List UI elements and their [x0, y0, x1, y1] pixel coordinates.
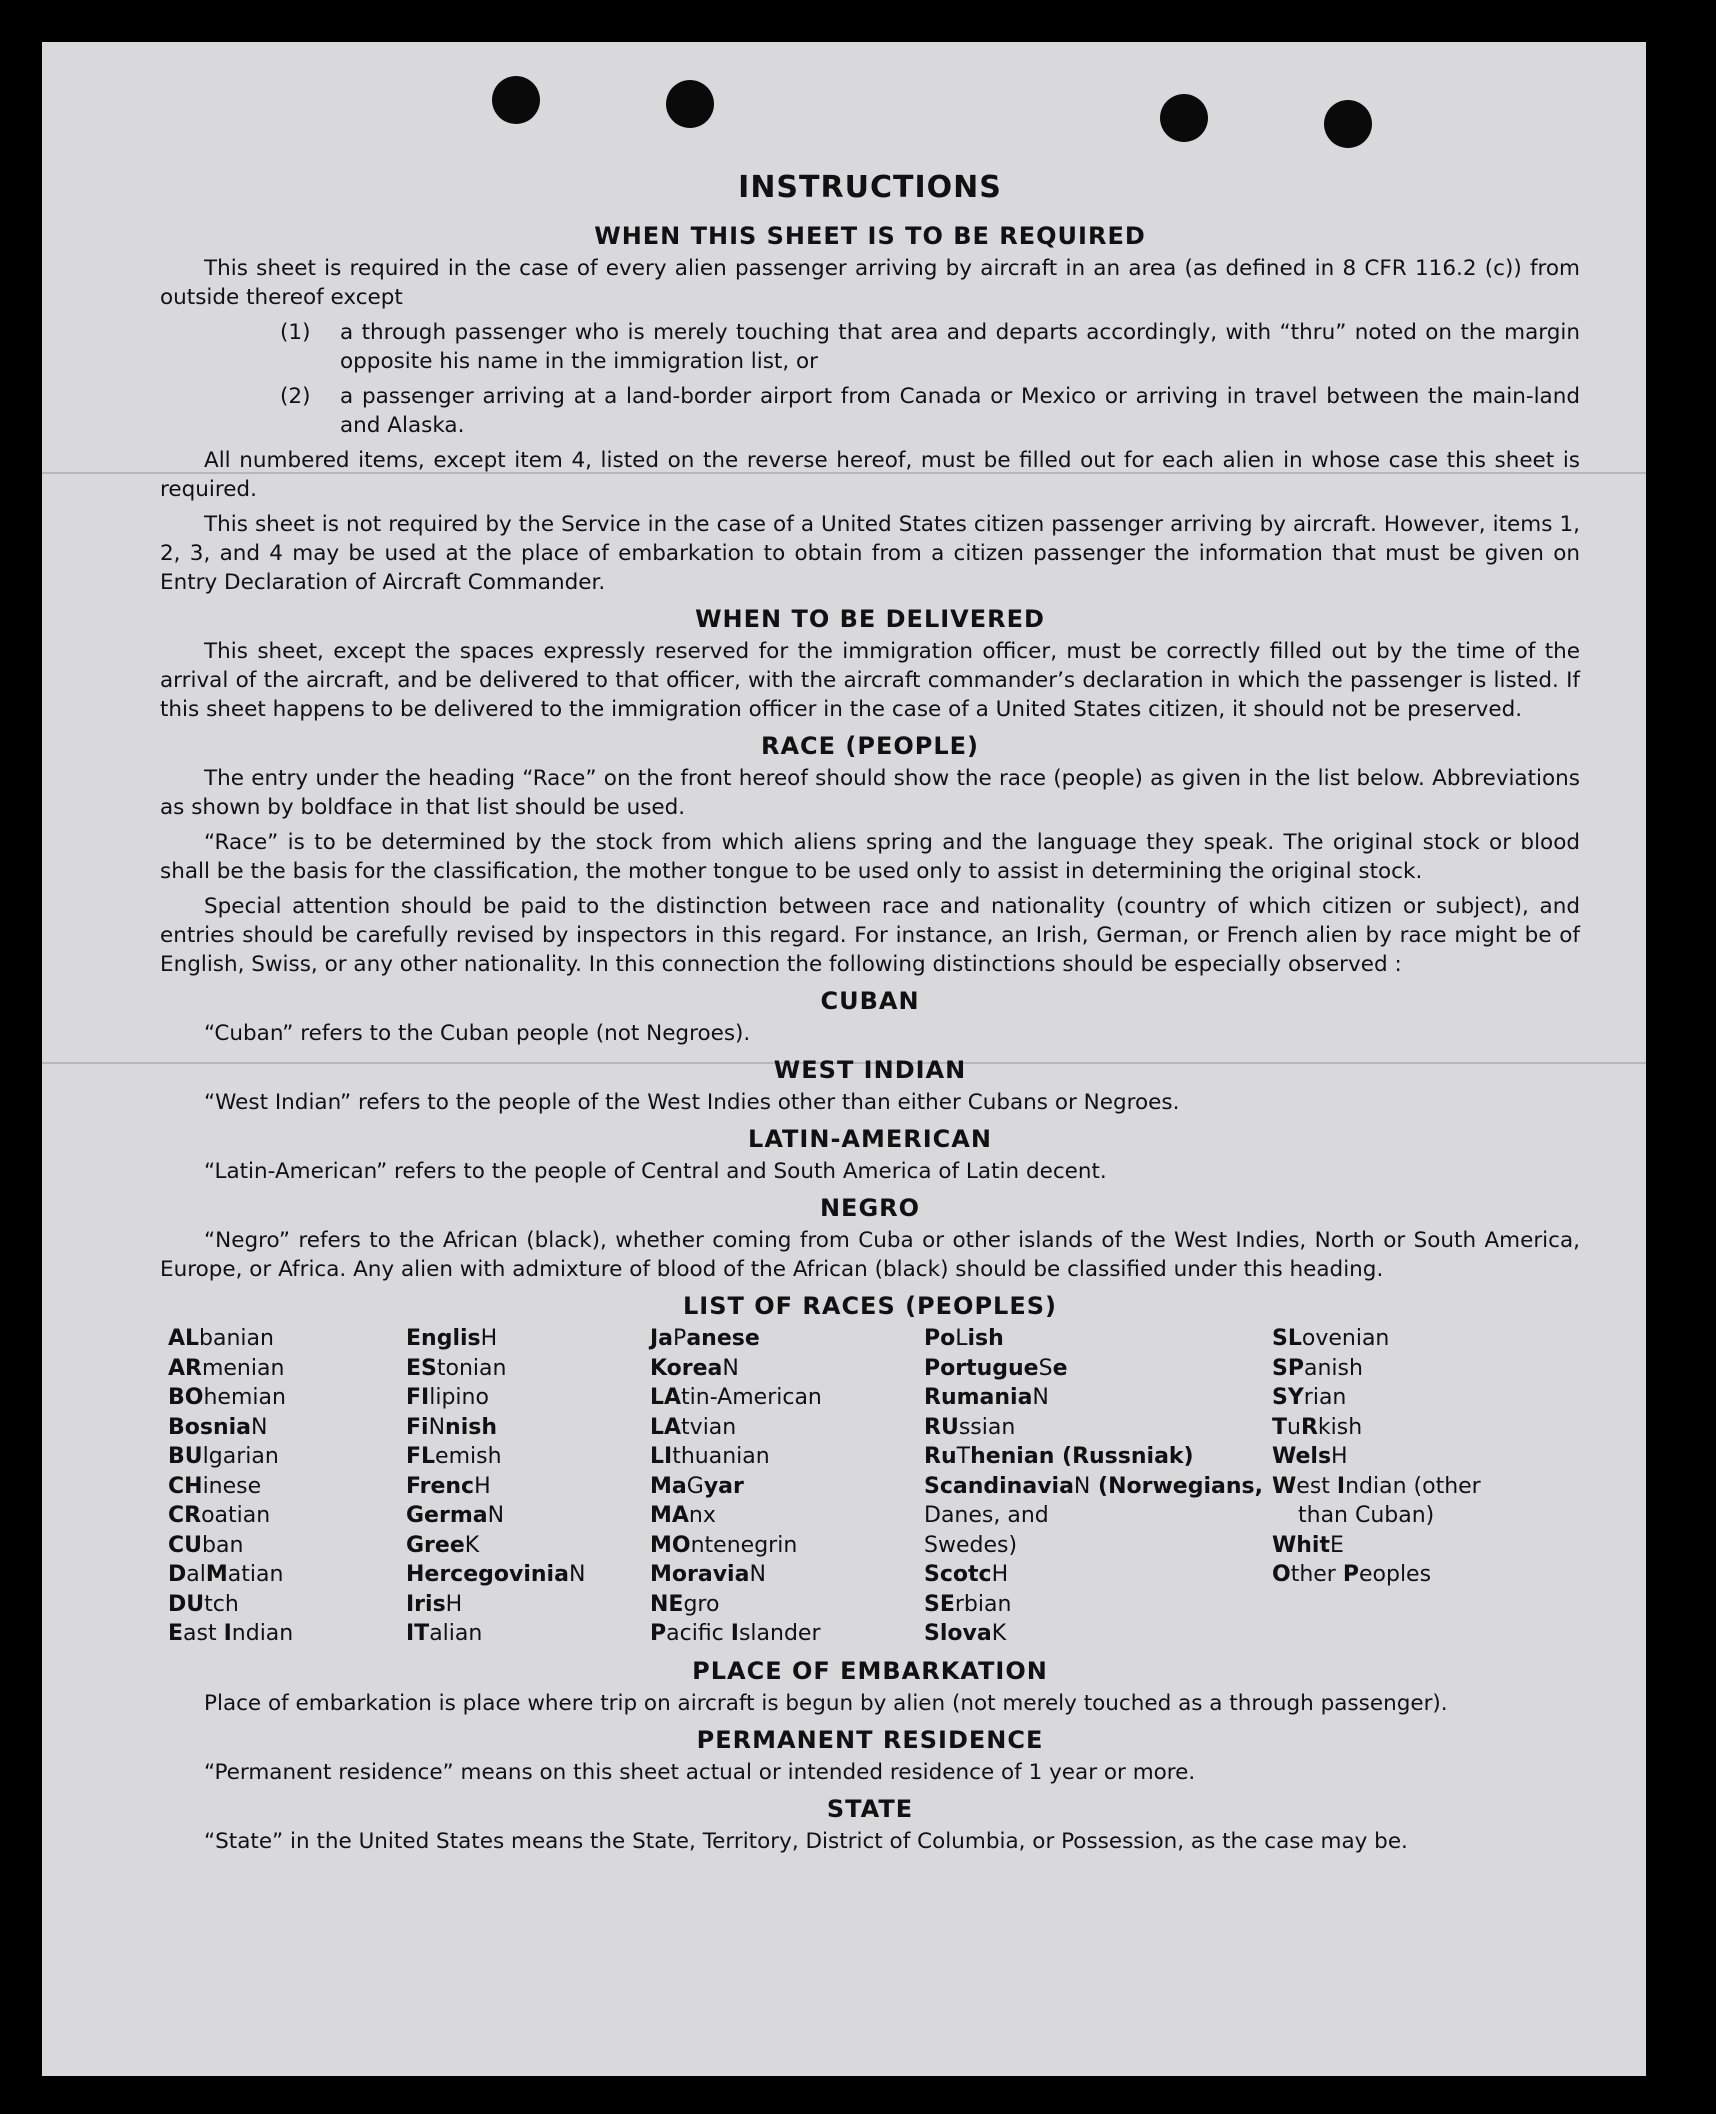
race-entry [650, 1590, 924, 1620]
race-abbreviation: Englis [406, 1326, 481, 1351]
paragraph: “Race” is to be determined by the stock from which aliens spring and the language they speak. The original stock or blood shall be the basis for the classification, the mother tongue to be used only to assist in determining the original stock. [160, 830, 1580, 884]
race-text: tch [204, 1591, 239, 1617]
paragraph: “Negro” refers to the African (black), whether coming from Cuba or other islands of the West Indies, North or South America, Europe, or Africa. Any alien with admixture of blood of the African (black) should be classified under this heading. [160, 1228, 1580, 1282]
race-entry [406, 1324, 650, 1354]
race-entry [924, 1560, 1272, 1590]
race-text: N [568, 1562, 586, 1587]
race-abbreviation: Ma [650, 1473, 687, 1499]
race-entry [1272, 1413, 1552, 1443]
race-abbreviation: CU [168, 1532, 203, 1558]
race-text: thuanian [672, 1444, 770, 1469]
race-entry [650, 1354, 924, 1384]
heading-race: RACE (PEOPLE) [760, 732, 980, 760]
race-abbreviation: Fi [406, 1414, 429, 1440]
race-entry [168, 1442, 406, 1472]
race-entry [406, 1531, 650, 1561]
race-abbreviation: BO [168, 1385, 204, 1410]
race-text: tvian [681, 1414, 737, 1440]
race-abbreviation: SE [924, 1591, 955, 1617]
race-text: inese [202, 1473, 262, 1499]
heading-list-of-races: LIST OF RACES (PEOPLES) [683, 1292, 1057, 1320]
race-entry [924, 1354, 1272, 1384]
race-entry [924, 1590, 1272, 1620]
race-text: S [1038, 1355, 1053, 1381]
item-number: (2) [280, 384, 311, 409]
race-entry [168, 1590, 406, 1620]
race-text: slander [738, 1621, 821, 1646]
race-abbreviation: Gree [406, 1532, 465, 1558]
race-text: ast [183, 1621, 224, 1646]
race-entry [168, 1501, 406, 1531]
punch-hole [666, 80, 714, 128]
race-text: ban [202, 1532, 244, 1558]
race-entry [406, 1590, 650, 1620]
race-abbreviation: Po [924, 1326, 956, 1351]
instructions-content [160, 168, 1580, 1862]
race-entry [924, 1619, 1272, 1649]
heading-required: WHEN THIS SHEET IS TO BE REQUIRED [594, 222, 1146, 250]
race-text: ntenegrin [690, 1532, 798, 1558]
paragraph: All numbered items, except item 4, listed on the reverse hereof, must be filled out for each alien in whose case this sheet is required. [160, 448, 1580, 502]
race-abbreviation: Scotc [924, 1562, 992, 1587]
punch-hole [1324, 100, 1372, 148]
race-text: Swedes) [924, 1532, 1018, 1558]
race-abbreviation: LI [650, 1444, 673, 1469]
race-entry [924, 1472, 1272, 1502]
race-text: ssian [958, 1414, 1016, 1440]
race-abbreviation: (Norwegians, [1090, 1473, 1263, 1499]
race-text: eoples [1358, 1562, 1432, 1587]
race-entry [650, 1619, 924, 1649]
race-text: P [673, 1326, 687, 1351]
race-abbreviation: LA [650, 1414, 682, 1440]
race-abbreviation: Slova [924, 1621, 992, 1646]
race-abbreviation: FL [406, 1444, 436, 1469]
race-text: ther [1290, 1562, 1343, 1587]
race-entry [1272, 1354, 1552, 1384]
race-abbreviation: CH [168, 1473, 203, 1499]
race-entry [1272, 1501, 1552, 1531]
race-text: rian [1303, 1385, 1347, 1410]
race-abbreviation: IT [406, 1621, 430, 1646]
paragraph: This sheet is not required by the Service in the case of a United States citizen passenger arriving by aircraft. However, items 1, 2, 3, and 4 may be used at the place of embarkation to obtain from a citizen passenger the information that must be given on Entry Declaration of Aircraft Commander. [160, 512, 1580, 595]
race-entry [924, 1324, 1272, 1354]
paragraph: This sheet is required in the case of every alien passenger arriving by aircraft in an area (as defined in 8 CFR 116.2 (c)) from outside thereof except [160, 256, 1580, 310]
race-text: ndian (other [1345, 1473, 1481, 1499]
race-text: hemian [203, 1385, 286, 1410]
race-abbreviation: SL [1272, 1326, 1302, 1351]
race-entry [406, 1383, 650, 1413]
race-entry [650, 1442, 924, 1472]
page-title: INSTRUCTIONS [738, 170, 1002, 205]
race-entry [406, 1354, 650, 1384]
race-text: al [186, 1562, 206, 1587]
race-text: tin-American [681, 1385, 822, 1410]
race-abbreviation: Ja [650, 1326, 674, 1351]
race-text: H [480, 1326, 498, 1351]
race-text: banian [199, 1326, 274, 1351]
race-abbreviation: anese [686, 1326, 760, 1351]
race-abbreviation: Iris [406, 1591, 446, 1617]
race-entry [406, 1619, 650, 1649]
race-entry [924, 1413, 1272, 1443]
paragraph: Special attention should be paid to the distinction between race and nationality (country of which citizen or subject), and entries should be carefully revised by inspectors in this regard. For instance, an Irish, German, or French alien by race might be of English, Swiss, or any other nationality. In this connection the following distinctions should be especially observed : [160, 894, 1580, 977]
race-abbreviation: RU [924, 1414, 959, 1440]
race-abbreviation: ES [406, 1355, 437, 1381]
races-column [406, 1324, 650, 1649]
race-text: H [474, 1473, 491, 1499]
race-abbreviation: Hercegovinia [406, 1562, 569, 1587]
race-text: est [1296, 1473, 1337, 1499]
race-entry [1272, 1531, 1552, 1561]
race-text: H [445, 1591, 463, 1617]
race-entry [650, 1383, 924, 1413]
race-abbreviation: yar [703, 1473, 744, 1499]
race-text: acific [666, 1621, 731, 1646]
race-abbreviation: Ru [924, 1444, 957, 1469]
punch-hole [1160, 94, 1208, 142]
race-text: G [686, 1473, 704, 1499]
race-entry [1272, 1442, 1552, 1472]
race-abbreviation: nish [445, 1414, 498, 1440]
race-entry [168, 1531, 406, 1561]
race-entry [168, 1413, 406, 1443]
race-entry [924, 1442, 1272, 1472]
race-abbreviation: AR [168, 1355, 202, 1381]
race-text: K [464, 1532, 480, 1558]
race-abbreviation: O [1272, 1562, 1291, 1587]
race-text: Danes, and [924, 1503, 1049, 1528]
race-abbreviation: henian (Russniak) [970, 1444, 1194, 1469]
race-abbreviation: Portugue [924, 1355, 1039, 1381]
list-item [160, 382, 1580, 440]
race-text: N [1032, 1385, 1049, 1410]
heading-delivered: WHEN TO BE DELIVERED [695, 605, 1045, 633]
race-abbreviation: I [223, 1621, 232, 1646]
race-abbreviation: MA [650, 1503, 689, 1528]
race-abbreviation: Whit [1272, 1532, 1330, 1558]
race-abbreviation: Frenc [406, 1473, 475, 1499]
race-abbreviation: DU [168, 1591, 205, 1617]
race-entry [168, 1383, 406, 1413]
race-text: N [487, 1503, 505, 1528]
item-text: a passenger arriving at a land-border airport from Canada or Mexico or arriving in travel between the main-land and Alaska. [340, 384, 1580, 438]
list-item [160, 318, 1580, 376]
heading-embarkation: PLACE OF EMBARKATION [692, 1656, 1048, 1685]
heading-west-indian: WEST INDIAN [773, 1056, 967, 1084]
race-abbreviation: SY [1272, 1385, 1304, 1410]
race-text: alian [429, 1621, 483, 1646]
race-entry [650, 1324, 924, 1354]
race-entry [406, 1442, 650, 1472]
race-abbreviation: Germa [406, 1503, 488, 1528]
race-text: gro [683, 1591, 720, 1617]
document-page [42, 42, 1646, 2076]
heading-permanent-residence: PERMANENT RESIDENCE [696, 1725, 1044, 1754]
race-text: than Cuban) [1298, 1503, 1435, 1528]
heading-state: STATE [826, 1794, 914, 1823]
race-text: ovenian [1301, 1326, 1390, 1351]
races-column [924, 1324, 1272, 1649]
race-abbreviation: W [1272, 1473, 1297, 1499]
race-text: N [722, 1355, 739, 1381]
race-abbreviation: R [1300, 1414, 1318, 1440]
race-text: anish [1303, 1355, 1363, 1381]
race-entry [924, 1383, 1272, 1413]
race-abbreviation: e [1052, 1355, 1068, 1381]
races-list [168, 1324, 1580, 1649]
race-entry [650, 1413, 924, 1443]
race-text: K [991, 1621, 1007, 1646]
race-entry [1272, 1560, 1552, 1590]
race-text: ndian [231, 1621, 294, 1646]
race-entry [406, 1472, 650, 1502]
race-entry [650, 1531, 924, 1561]
race-abbreviation: Rumania [924, 1385, 1033, 1410]
paragraph: Place of embarkation is place where trip on aircraft is begun by alien (not merely touched as a through passenger). [204, 1690, 1448, 1716]
race-abbreviation: I [730, 1621, 739, 1646]
punch-hole [492, 76, 540, 124]
race-abbreviation: P [1342, 1562, 1359, 1587]
paragraph: “Permanent residence” means on this sheet actual or intended residence of 1 year or more. [204, 1759, 1196, 1785]
race-abbreviation: T [1272, 1414, 1288, 1440]
race-text: N [251, 1414, 268, 1440]
race-abbreviation: P [650, 1621, 667, 1646]
races-column [1272, 1324, 1552, 1649]
race-entry [650, 1472, 924, 1502]
race-text: nx [688, 1503, 716, 1528]
race-entry [168, 1560, 406, 1590]
race-abbreviation: BU [168, 1444, 203, 1469]
race-entry [650, 1501, 924, 1531]
paragraph: “Latin-American” refers to the people of Central and South America of Latin decent. [204, 1159, 1107, 1184]
race-entry [924, 1531, 1272, 1561]
race-entry [168, 1354, 406, 1384]
race-abbreviation: M [205, 1562, 228, 1587]
race-abbreviation: AL [168, 1326, 200, 1351]
race-text: L [955, 1326, 968, 1351]
race-abbreviation: E [168, 1621, 184, 1646]
race-text: rbian [954, 1591, 1012, 1617]
item-text: a through passenger who is merely touching that area and departs accordingly, with “thru” noted on the margin opposite his name in the immigration list, or [340, 320, 1580, 374]
race-abbreviation: ish [967, 1326, 1004, 1351]
heading-negro: NEGRO [819, 1194, 921, 1222]
race-abbreviation: CR [168, 1503, 202, 1528]
race-abbreviation: SP [1272, 1355, 1304, 1381]
race-entry [406, 1560, 650, 1590]
race-text: kish [1317, 1414, 1363, 1440]
race-text: menian [201, 1355, 285, 1381]
paragraph: This sheet, except the spaces expressly reserved for the immigration officer, must be correctly filled out by the time of the arrival of the aircraft, and be delivered to that officer, with the aircraft commander’s declaration in which the passenger is listed. If this sheet happens to be delivered to the immigration officer in the case of a United States citizen, it should not be preserved. [160, 639, 1580, 722]
race-abbreviation: Moravia [650, 1562, 750, 1587]
race-abbreviation: I [1336, 1473, 1346, 1499]
race-text: lgarian [202, 1444, 279, 1469]
race-abbreviation: Korea [650, 1355, 723, 1381]
race-entry [924, 1501, 1272, 1531]
race-text: atian [227, 1562, 284, 1587]
race-entry [406, 1413, 650, 1443]
paragraph: “State” in the United States means the State, Territory, District of Columbia, or Possession, as the case may be. [204, 1828, 1408, 1854]
race-text: N [1073, 1473, 1091, 1499]
race-entry [168, 1619, 406, 1649]
race-abbreviation: Wels [1272, 1444, 1332, 1469]
race-text: emish [435, 1444, 502, 1469]
race-abbreviation: Scandinavia [924, 1473, 1074, 1499]
race-text: E [1330, 1532, 1344, 1558]
race-abbreviation: NE [650, 1591, 684, 1617]
race-text: H [991, 1562, 1009, 1587]
race-text: oatian [201, 1503, 271, 1528]
races-column [168, 1324, 406, 1649]
race-abbreviation: FI [406, 1385, 430, 1410]
race-abbreviation: MO [650, 1532, 691, 1558]
race-entry [168, 1324, 406, 1354]
race-entry [650, 1560, 924, 1590]
race-abbreviation: LA [650, 1385, 682, 1410]
race-abbreviation: D [168, 1562, 187, 1587]
race-entry [406, 1501, 650, 1531]
race-text: u [1287, 1414, 1301, 1440]
race-text: T [956, 1444, 971, 1469]
race-text: N [428, 1414, 446, 1440]
race-text: N [749, 1562, 766, 1587]
race-text: tonian [436, 1355, 507, 1381]
item-number: (1) [280, 320, 311, 345]
race-entry [1272, 1324, 1552, 1354]
paragraph: “Cuban” refers to the Cuban people (not Negroes). [204, 1021, 751, 1046]
race-text: H [1331, 1444, 1348, 1469]
races-column [650, 1324, 924, 1649]
paragraph: The entry under the heading “Race” on the front hereof should show the race (people) as given in the list below. Abbreviations as shown by boldface in that list should be used. [160, 766, 1580, 820]
heading-latin-american: LATIN-AMERICAN [748, 1125, 992, 1153]
heading-cuban: CUBAN [820, 987, 920, 1015]
race-text: lipino [429, 1385, 489, 1410]
race-entry [1272, 1383, 1552, 1413]
paragraph: “West Indian” refers to the people of the West Indies other than either Cubans or Negroes. [204, 1090, 1180, 1115]
race-abbreviation: Bosnia [168, 1414, 252, 1440]
race-entry [168, 1472, 406, 1502]
race-entry [1272, 1472, 1552, 1502]
